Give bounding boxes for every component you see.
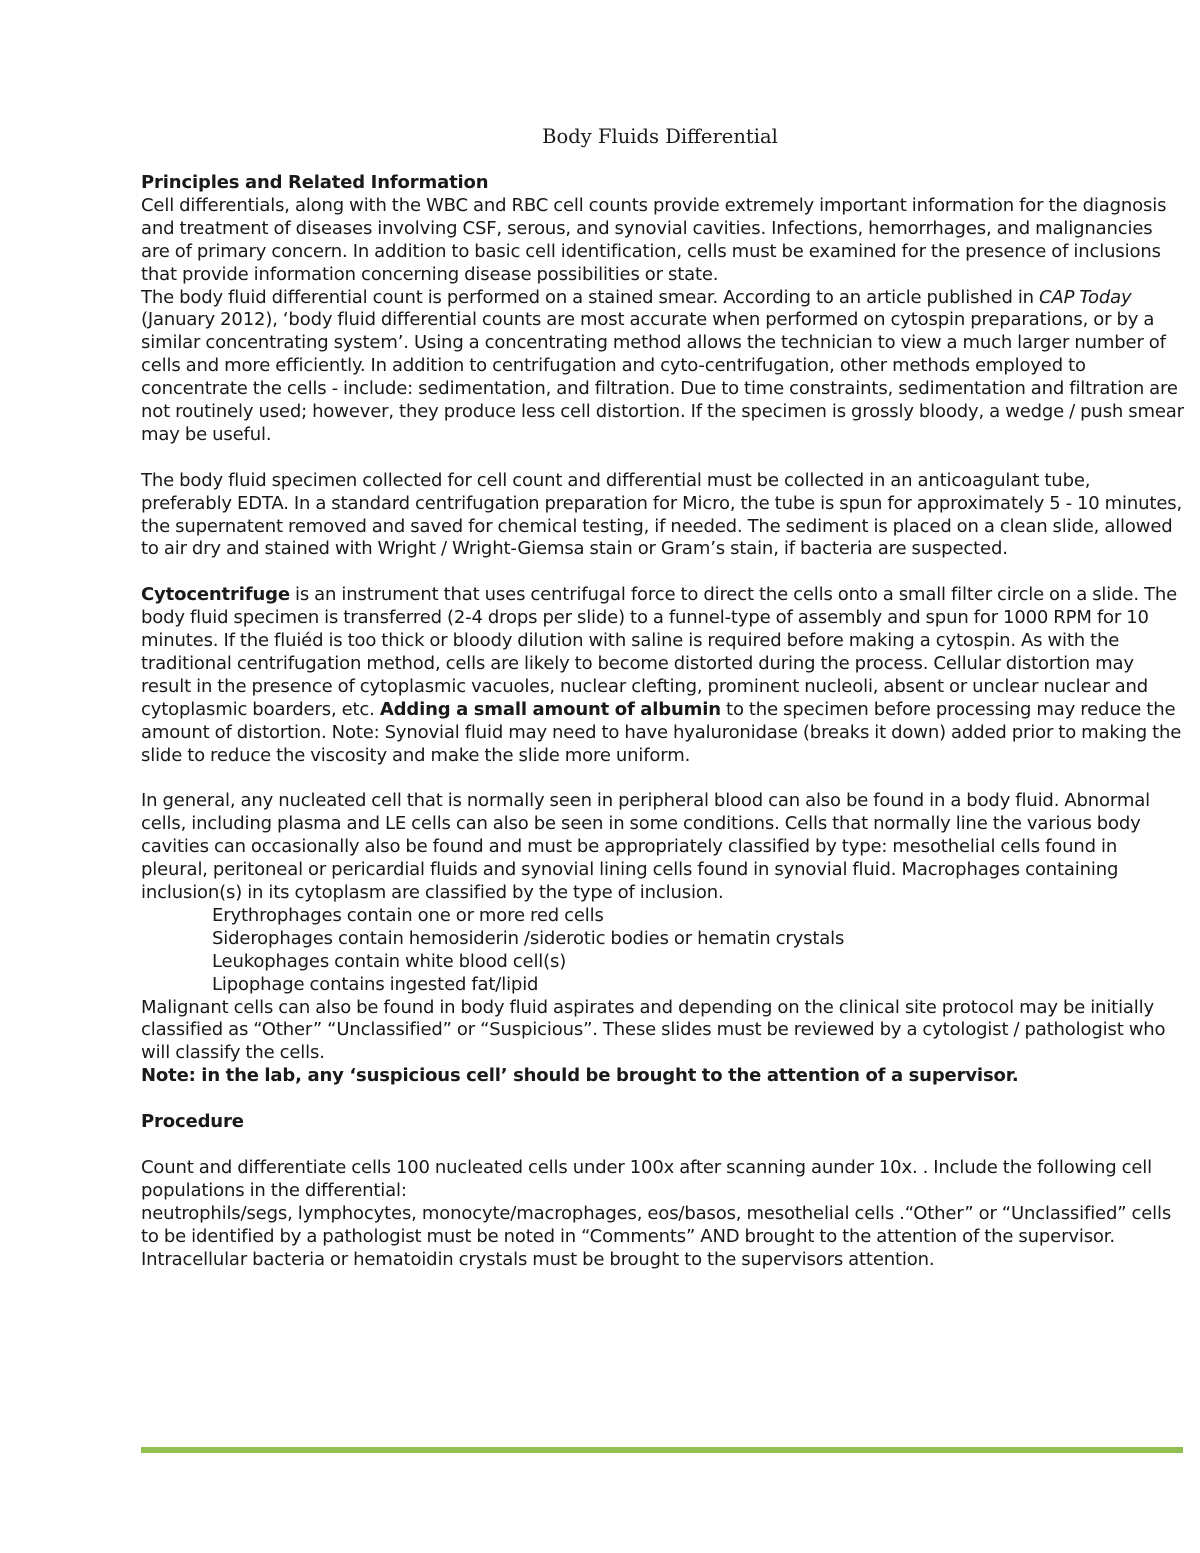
principles-paragraph-2 bbox=[141, 287, 1186, 447]
document-body bbox=[141, 172, 1186, 1271]
cytocentrifuge-term: Cytocentrifuge bbox=[141, 584, 290, 606]
procedure-paragraph-1: Count and differentiate cells 100 nucleated cells under 100x after scanning aunder 10x. . Include the following cell populations in the differential: bbox=[141, 1156, 1152, 1201]
list-item: Leukophages contain white blood cell(s) bbox=[212, 950, 567, 972]
list-item: Lipophage contains ingested fat/lipid bbox=[212, 973, 539, 995]
principles-heading: Principles and Related Information bbox=[141, 172, 489, 193]
principles-paragraph-3: The body fluid specimen collected for cell count and differential must be collected in an anticoagulant tube, preferably EDTA. In a standard centrifugation preparation for Micro, the tube is spun for approximately 5 - 10 minutes, the supernatent removed and saved for chemical testing, if needed. The sediment is placed on a clean slide, allowed to air dry and stained with Wright / Wright-Giemsa stain or Gram’s stain, if bacteria are suspected. bbox=[141, 469, 1183, 560]
list-item: Siderophages contain hemosiderin /siderotic bodies or hematin crystals bbox=[212, 927, 845, 949]
supervisor-note: Note: in the lab, any ‘suspicious cell’ should be brought to the attention of a supervisor. bbox=[141, 1065, 1019, 1087]
p2-text-a: The body fluid differential count is performed on a stained smear. According to an article published in bbox=[141, 286, 1040, 308]
cap-today-citation: CAP Today bbox=[1039, 286, 1132, 308]
document-title: Body Fluids Differential bbox=[542, 125, 778, 148]
list-item: Erythrophages contain one or more red cells bbox=[212, 904, 604, 926]
p4-text-b: to the specimen before processing may reduce the amount of distortion. Note: Synovial fluid may need to have hyaluronidase (breaks it down) added prior to making the slide to reduce the viscosity and make the slide more uniform. bbox=[141, 698, 1182, 766]
albumin-emphasis: Adding a small amount of albumin bbox=[379, 698, 721, 720]
principles-paragraph-6: Malignant cells can also be found in body fluid aspirates and depending on the clinical site protocol may be initially classified as “Other” “Unclassified” or “Suspicious”. These slides must be reviewed by a cytologist / pathologist who will classify the cells. bbox=[141, 996, 1166, 1064]
footer-rule bbox=[141, 1447, 1183, 1453]
p4-text-a: is an instrument that uses centrifugal force to direct the cells onto a small filter circle on a slide. The body fluid specimen is transferred (2-4 drops per slide) to a funnel-type of assembly and spun for 1000 RPM for 10 minutes. If the fluiéd is too thick or bloody dilution with saline is required before making a cytospin. As with the traditional centrifugation method, cells are likely to become distorted during the process. Cellular distortion may result in the presence of cytoplasmic vacuoles, nuclear clefting, prominent nucleoli, absent or unclear nuclear and cytoplasmic boarders, etc. bbox=[141, 584, 1178, 720]
cytocentrifuge-paragraph bbox=[141, 584, 1186, 767]
principles-paragraph-5: In general, any nucleated cell that is normally seen in peripheral blood can also be found in a body fluid. Abnormal cells, including plasma and LE cells can also be seen in some conditions. Cells that normally line the various body cavities can occasionally also be found and must be appropriately classified by type: mesothelial cells found in pleural, peritoneal or pericardial fluids and synovial lining cells found in synovial fluid. Macrophages containing inclusion(s) in its cytoplasm are classified by the type of inclusion. bbox=[141, 790, 1150, 904]
procedure-paragraph-2: neutrophils/segs, lymphocytes, monocyte/macrophages, eos/basos, mesothelial cells .“Other” or “Unclassified” cells to be identified by a pathologist must be noted in “Comments” AND brought to the attention of the supervisor. bbox=[141, 1202, 1172, 1247]
principles-paragraph-1: Cell differentials, along with the WBC and RBC cell counts provide extremely important information for the diagnosis and treatment of diseases involving CSF, serous, and synovial cavities. Infections, hemorrhages, and malignancies are of primary concern. In addition to basic cell identification, cells must be examined for the presence of inclusions that provide information concerning disease possibilities or state. bbox=[141, 194, 1167, 285]
p2-text-b: (January 2012), ‘body fluid differential counts are most accurate when performed on cytospin preparations, or by a similar concentrating system’. Using a concentrating method allows the technician to view a much larger number of cells and more efficiently. In addition to centrifugation and cyto-centrifugation, other methods employed to concentrate the cells - include: sedimentation, and filtration. Due to time constraints, sedimentation and filtration are not routinely used; however, they produce less cell distortion. If the specimen is grossly bloody, a wedge / push smear may be useful. bbox=[141, 309, 1184, 445]
procedure-paragraph-3: Intracellular bacteria or hematoidin crystals must be brought to the supervisors attention. bbox=[141, 1248, 935, 1270]
procedure-heading: Procedure bbox=[141, 1111, 244, 1133]
